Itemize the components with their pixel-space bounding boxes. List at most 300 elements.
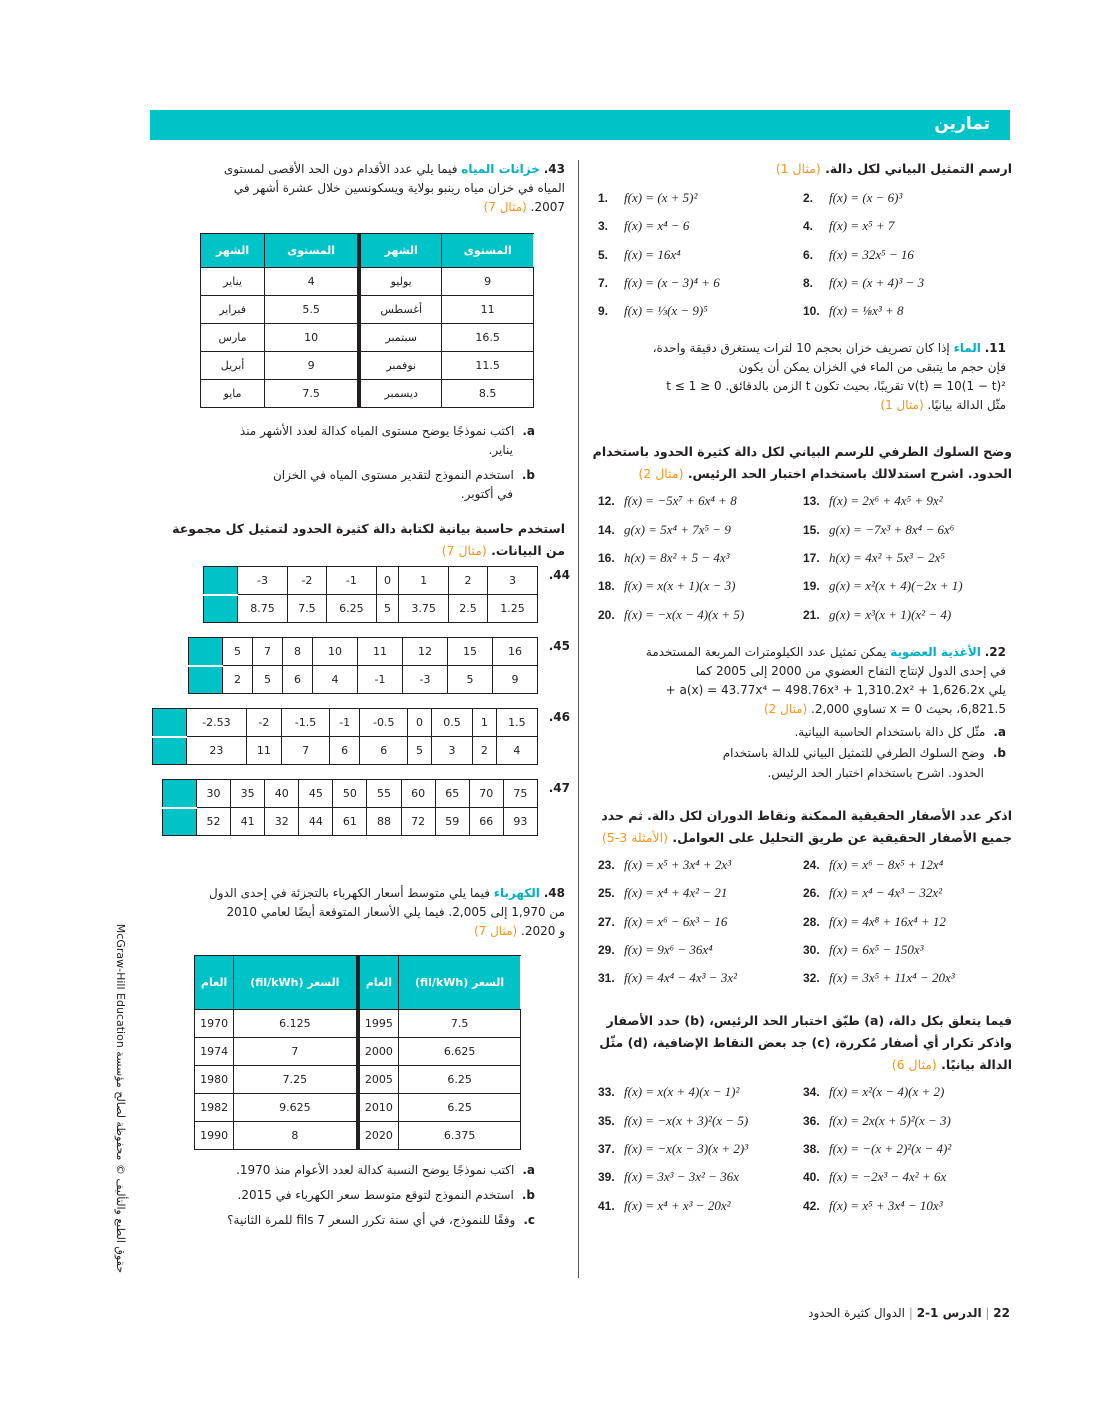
exercise-item — [598, 269, 803, 297]
table-cell: 7 — [234, 1038, 358, 1066]
exercise-number: 19. — [803, 579, 820, 594]
exercise-number: 27. — [598, 914, 615, 929]
table-cell: 9.625 — [234, 1094, 358, 1122]
exercise-number: 36. — [803, 1113, 820, 1128]
row-header — [204, 567, 238, 595]
table-cell: 8 — [234, 1122, 358, 1150]
table-cell: 6.25 — [399, 1094, 521, 1122]
table-cell: 9 — [265, 352, 359, 380]
table-cell: 65 — [435, 780, 469, 808]
s4-title: فيما يتعلق بكل دالة، (a) طبّق اختبار الحد الرئيس، (b) حدد الأصفار واذكر تكرار أي أصفار مُكررة، (c) جد بعض النقاط الإضافية، (d) مثّل الدالة بيانيًا. (مثال 6) — [599, 1013, 1012, 1073]
exercise-number: 10. — [803, 304, 820, 319]
exercise-item — [803, 544, 1013, 572]
table-cell: 0 — [408, 709, 432, 737]
exercise-item — [598, 212, 803, 240]
exercise-number: .44 — [548, 568, 570, 582]
page-number: 22 — [993, 1306, 1010, 1320]
page-footer: 22 | الدرس 1-2 | الدوال كثيرة الحدود — [808, 1306, 1010, 1320]
table-cell: 1990 — [195, 1122, 234, 1150]
exercise-formula: f(x) = 2x(x + 5)²(x − 3) — [829, 1112, 951, 1128]
table-cell: 5 — [253, 666, 283, 694]
table-cell: 1 — [473, 709, 497, 737]
exercise-number: 25. — [598, 886, 615, 901]
table-cell: 44 — [299, 808, 333, 836]
s3-title: اذكر عدد الأصفار الحقيقية الممكنة ونقاط الدوران لكل دالة. ثم حدد جميع الأصفار الحقيقية عن طريق التحليل على العوامل. (الأمثلة 3-5) — [601, 807, 1012, 845]
data-table-row — [145, 779, 570, 836]
table-cell: 35 — [231, 780, 265, 808]
exercise-item — [598, 1107, 803, 1135]
water-level-table — [200, 233, 534, 408]
table-cell: 9 — [442, 268, 534, 296]
data-table-row — [145, 708, 570, 765]
table-cell: 4 — [265, 268, 359, 296]
exercise-formula: f(x) = 4x⁴ − 4x³ − 3x² — [624, 970, 737, 986]
table-cell: 59 — [435, 808, 469, 836]
exercise-number: 9. — [598, 304, 609, 319]
table-cell: 52 — [197, 808, 231, 836]
exercise-formula: f(x) = x⁵ + 7 — [829, 218, 895, 234]
exercise-item — [598, 297, 803, 325]
exercise-number: 1. — [598, 191, 609, 205]
table-cell: -2.53 — [187, 709, 247, 737]
exercise-item — [598, 1078, 803, 1106]
table-row — [201, 324, 534, 352]
exercise-number: 14. — [598, 522, 615, 537]
table-cell: 3 — [487, 567, 537, 595]
row-header — [153, 737, 187, 765]
table-cell: 40 — [265, 780, 299, 808]
table-cell: 5 — [223, 638, 253, 666]
exercise-item — [803, 601, 1013, 629]
exercise-item — [803, 1192, 1013, 1220]
table-cell: 1 — [399, 567, 449, 595]
table-cell: 1995 — [358, 1010, 399, 1038]
exercise-formula: f(x) = −x(x − 4)(x + 5) — [624, 606, 745, 622]
question-48: 48. الكهرباء فيما يلي متوسط أسعار الكهرباء بالتجزئة في إحدى الدول من 1,970 إلى 2,005. فيما يلي الأسعار المتوقعة أيضًا لعامي 2010 و 2020. (مثال 7) — [209, 886, 565, 938]
exercise-item — [803, 212, 1013, 240]
exercise-formula: f(x) = −(x + 2)²(x − 4)² — [829, 1141, 952, 1157]
table-row — [201, 380, 534, 408]
exercise-formula: f(x) = ⅛x³ + 8 — [829, 303, 904, 319]
exercise-formula: h(x) = 4x² + 5x³ − 2x⁵ — [829, 550, 945, 566]
exercise-item — [598, 241, 803, 269]
table-cell: 8.75 — [238, 595, 288, 623]
column-header: المستوى — [442, 234, 534, 268]
header-row — [201, 234, 534, 268]
exercise-formula: f(x) = (x + 4)³ − 3 — [829, 274, 925, 290]
exercise-item — [598, 601, 803, 629]
exercise-formula: f(x) = x(x + 4)(x − 1)² — [624, 1084, 740, 1100]
exercise-formula: g(x) = x²(x + 4)(−2x + 1) — [829, 578, 963, 594]
row-header — [153, 709, 187, 737]
table-cell: 0 — [376, 567, 398, 595]
lesson-label: الدرس 1-2 — [916, 1306, 982, 1320]
exercise-formula: f(x) = x⁴ + x³ − 20x² — [624, 1197, 731, 1213]
exercise-number: 26. — [803, 886, 820, 901]
exercise-item — [803, 241, 1013, 269]
data-tables — [145, 566, 570, 850]
table-cell: 7.5 — [399, 1010, 521, 1038]
exercise-number: 35. — [598, 1113, 615, 1128]
table-cell: 55 — [367, 780, 401, 808]
table-cell: نوفمبر — [359, 352, 442, 380]
exercise-number: 16. — [598, 551, 615, 566]
row-header — [163, 780, 197, 808]
s2-title: وضح السلوك الطرفي للرسم البياني لكل دالة كثيرة الحدود باستخدام الحدود. اشرح استدلالك باستخدام اختبار الحد الرئيس. (مثال 2) — [592, 444, 1012, 482]
exercise-formula: g(x) = −7x³ + 8x⁴ − 6x⁶ — [829, 521, 955, 537]
column-header: العام — [195, 956, 234, 1010]
exercise-formula: f(x) = (x + 5)² — [624, 190, 698, 205]
row-header — [189, 666, 223, 694]
table-cell: -2 — [246, 709, 281, 737]
table-cell: سبتمبر — [359, 324, 442, 352]
exercise-formula: f(x) = x²(x − 4)(x + 2) — [829, 1084, 945, 1100]
column-divider — [578, 160, 579, 1278]
exercise-item — [803, 1163, 1013, 1191]
table-cell: 41 — [231, 808, 265, 836]
exercise-formula: g(x) = x³(x + 1)(x² − 4) — [829, 606, 952, 622]
table-cell: 5 — [448, 666, 493, 694]
exercise-number: 33. — [598, 1085, 615, 1100]
exercise-formula: f(x) = −2x³ − 4x² + 6x — [829, 1169, 947, 1185]
table-cell: فبراير — [201, 296, 265, 324]
copyright-side-text: حقوق الطبع والتأليف © محفوظة لصالح مؤسسة McGraw-Hill Education — [114, 923, 127, 1273]
exercise-formula: f(x) = 2x⁶ + 4x⁵ + 9x² — [829, 493, 943, 509]
question-43: 43. خزانات المياه فيما يلي عدد الأقدام دون الحد الأقصى لمستوى المياه في خزان مياه رينبو بولاية ويسكونسين خلال عشرة أشهر في 2007. (مثال 7) — [223, 162, 565, 214]
table-cell: 7 — [253, 638, 283, 666]
exercise-formula: f(x) = x⁴ − 4x³ − 32x² — [829, 885, 942, 901]
table-cell: 6 — [360, 737, 408, 765]
exercise-number: .47 — [548, 781, 570, 795]
table-cell: 10 — [313, 638, 358, 666]
table-cell: 60 — [401, 780, 435, 808]
exercise-item — [598, 851, 803, 879]
exercise-number: 42. — [803, 1198, 820, 1213]
table-row — [195, 1066, 521, 1094]
exercise-item — [803, 184, 1013, 212]
table-cell: 2020 — [358, 1122, 399, 1150]
table-cell: 6.25 — [326, 595, 376, 623]
column-header: الشهر — [359, 234, 442, 268]
table-cell: 2010 — [358, 1094, 399, 1122]
exercise-formula: f(x) = x⁶ − 6x³ − 16 — [624, 913, 728, 929]
table-cell: 4 — [496, 737, 537, 765]
row-header — [189, 638, 223, 666]
exercise-item — [598, 1192, 803, 1220]
table-cell: 11.5 — [442, 352, 534, 380]
table-cell: 93 — [503, 808, 537, 836]
table-cell: 8.5 — [442, 380, 534, 408]
exercise-formula: f(x) = 9x⁶ − 36x⁴ — [624, 941, 713, 957]
table-cell: 3.75 — [399, 595, 449, 623]
exercise-formula: f(x) = 4x⁸ + 16x⁴ + 12 — [829, 913, 946, 929]
table-cell: -2 — [288, 567, 327, 595]
table-row — [163, 780, 538, 808]
exercise-number: 7. — [598, 275, 609, 290]
table-row — [195, 1010, 521, 1038]
function-list-23-32 — [598, 851, 1012, 992]
table-cell: 32 — [265, 808, 299, 836]
data-table-row — [145, 566, 570, 623]
table-cell: 7.25 — [234, 1066, 358, 1094]
data-table-45 — [188, 637, 538, 694]
question-43-parts: a.اكتب نموذجًا يوضح مستوى المياه كدالة لعدد الأشهر منذ يناير. b.استخدم النموذج لتقدير مستوى المياه في الخزان في أكتوبر. — [239, 424, 535, 501]
s5-title: استخدم حاسبة بيانية لكتابة دالة كثيرة الحدود لتمثيل كل مجموعة من البيانات. (مثال 7) — [172, 521, 565, 558]
exercise-formula: f(x) = ⅓(x − 9)⁵ — [624, 303, 708, 319]
table-cell: 11 — [442, 296, 534, 324]
exercise-number: 41. — [598, 1198, 615, 1213]
table-cell: 7.5 — [288, 595, 327, 623]
table-cell: 0.5 — [431, 709, 472, 737]
exercise-number: .46 — [548, 710, 570, 724]
table-cell: -3 — [238, 567, 288, 595]
exercise-item — [598, 516, 803, 544]
table-cell: يوليو — [359, 268, 442, 296]
table-cell: 12 — [403, 638, 448, 666]
table-cell: 1980 — [195, 1066, 234, 1094]
exercise-number: 28. — [803, 914, 820, 929]
table-cell: 2000 — [358, 1038, 399, 1066]
data-table-44 — [203, 566, 538, 623]
column-header: العام — [358, 956, 399, 1010]
table-cell: 16 — [493, 638, 538, 666]
data-table-46 — [152, 708, 538, 765]
table-cell: 23 — [187, 737, 247, 765]
exercise-number: 24. — [803, 857, 820, 872]
exercise-formula: f(x) = x⁴ + 4x² − 21 — [624, 885, 728, 901]
exercise-item — [803, 1107, 1013, 1135]
exercise-item — [803, 572, 1013, 600]
table-cell: 50 — [333, 780, 367, 808]
exercise-item — [803, 908, 1013, 936]
exercise-number: 12. — [598, 494, 615, 509]
table-row — [153, 709, 538, 737]
table-row — [201, 296, 534, 324]
table-cell: 45 — [299, 780, 333, 808]
table-row — [189, 638, 538, 666]
exercise-formula: f(x) = x⁵ + 3x⁴ + 2x³ — [624, 856, 732, 872]
exercise-item — [803, 964, 1013, 992]
exercise-number: 5. — [598, 247, 609, 262]
exercise-item — [803, 297, 1013, 325]
table-cell: 5 — [376, 595, 398, 623]
exercise-number: 8. — [803, 275, 814, 290]
table-row — [204, 595, 538, 623]
table-cell: 1.5 — [496, 709, 537, 737]
exercise-formula: g(x) = 5x⁴ + 7x⁵ − 9 — [624, 521, 731, 537]
table-cell: 7 — [282, 737, 330, 765]
column-header: الشهر — [201, 234, 265, 268]
row-header — [204, 595, 238, 623]
table-cell: -1.5 — [282, 709, 330, 737]
table-cell: 6.375 — [399, 1122, 521, 1150]
table-cell: -0.5 — [360, 709, 408, 737]
exercise-item — [598, 544, 803, 572]
function-list-12-21 — [598, 487, 1012, 628]
table-row — [195, 1094, 521, 1122]
exercise-item — [598, 487, 803, 515]
column-header: السعر (fil/kWh) — [399, 956, 521, 1010]
function-list-1-10 — [598, 184, 1012, 325]
exercise-formula: f(x) = −x(x + 3)²(x − 5) — [624, 1112, 749, 1128]
table-cell: 30 — [197, 780, 231, 808]
table-cell: 9 — [493, 666, 538, 694]
table-cell: 2005 — [358, 1066, 399, 1094]
exercise-number: 4. — [803, 219, 814, 234]
table-cell: أغسطس — [359, 296, 442, 324]
table-cell: 88 — [367, 808, 401, 836]
data-table-row — [145, 637, 570, 694]
table-row — [201, 352, 534, 380]
exercise-item — [598, 936, 803, 964]
exercise-item — [598, 1163, 803, 1191]
table-cell: -1 — [326, 567, 376, 595]
exercise-number: 29. — [598, 942, 615, 957]
table-cell: 16.5 — [442, 324, 534, 352]
exercise-number: 21. — [803, 607, 820, 622]
function-list-33-42 — [598, 1078, 1012, 1219]
table-cell: 2 — [473, 737, 497, 765]
exercise-formula: f(x) = x⁴ − 6 — [624, 218, 690, 234]
exercise-formula: f(x) = 32x⁵ − 16 — [829, 246, 914, 262]
table-cell: 1974 — [195, 1038, 234, 1066]
section-header-bar — [150, 110, 1010, 140]
table-row — [195, 1038, 521, 1066]
exercise-item — [803, 1078, 1013, 1106]
exercise-number: 20. — [598, 607, 615, 622]
table-row — [153, 737, 538, 765]
exercise-number: 34. — [803, 1085, 820, 1100]
exercise-number: 18. — [598, 579, 615, 594]
exercise-number: 13. — [803, 494, 820, 509]
exercise-item — [803, 1135, 1013, 1163]
table-row — [163, 808, 538, 836]
table-cell: 5.5 — [265, 296, 359, 324]
exercise-number: 39. — [598, 1170, 615, 1185]
data-table-47 — [162, 779, 538, 836]
table-cell: أبريل — [201, 352, 265, 380]
exercise-number: 15. — [803, 522, 820, 537]
table-cell: 10 — [265, 324, 359, 352]
question-22: 22. الأغذية العضوية يمكن تمثيل عدد الكيلومترات المربعة المستخدمة في إحدى الدول لإنتاج التفاح العضوي من 2000 إلى 2005 كما يلي a(x) = 43.77x⁴ − 498.76x³ + 1,310.2x² + 1,626.2x + 6,821.5، بحيث x = 0 تساوي 2,000. (مثال 2) a.مثّل كل دالة باستخدام الحاسبة البيانية. b.وضح السلوك الطرفي للتمثيل البياني للدالة باستخدام الحدود. اشرح باستخدام اختبار الحد الرئيس. — [645, 644, 1006, 780]
exercise-number: 40. — [803, 1170, 820, 1185]
left-column — [145, 160, 570, 1233]
table-row — [189, 666, 538, 694]
exercise-item — [803, 516, 1013, 544]
table-cell: 1970 — [195, 1010, 234, 1038]
exercise-formula: f(x) = 16x⁴ — [624, 246, 681, 262]
table-cell: مايو — [201, 380, 265, 408]
exercise-number: 32. — [803, 971, 820, 986]
table-cell: -1 — [330, 709, 360, 737]
table-cell: مارس — [201, 324, 265, 352]
exercise-item — [598, 964, 803, 992]
exercise-number: 37. — [598, 1142, 615, 1157]
exercise-item — [598, 908, 803, 936]
exercise-number: 17. — [803, 551, 820, 566]
table-cell: 75 — [503, 780, 537, 808]
exercise-item — [598, 879, 803, 907]
exercise-number: .45 — [548, 639, 570, 653]
table-cell: 6 — [330, 737, 360, 765]
exercise-formula: f(x) = x⁵ + 3x⁴ − 10x³ — [829, 1197, 943, 1213]
table-cell: 2.5 — [449, 595, 488, 623]
table-cell: 5 — [408, 737, 432, 765]
exercise-formula: f(x) = (x − 6)³ — [829, 190, 903, 205]
exercise-number: 30. — [803, 942, 820, 957]
exercise-number: 3. — [598, 219, 609, 234]
table-row — [201, 268, 534, 296]
exercise-formula: f(x) = 3x⁵ + 11x⁴ − 20x³ — [829, 970, 955, 986]
table-cell: 6.625 — [399, 1038, 521, 1066]
exercise-formula: h(x) = 8x² + 5 − 4x³ — [624, 550, 730, 566]
table-cell: 6.25 — [399, 1066, 521, 1094]
table-cell: 61 — [333, 808, 367, 836]
table-cell: 70 — [469, 780, 503, 808]
table-cell: 6.125 — [234, 1010, 358, 1038]
exercise-item — [803, 936, 1013, 964]
exercise-number: 23. — [598, 857, 615, 872]
exercise-formula: f(x) = 3x³ − 3x² − 36x — [624, 1169, 739, 1185]
exercise-formula: f(x) = (x − 3)⁴ + 6 — [624, 274, 720, 290]
table-cell: -3 — [403, 666, 448, 694]
s1-title: ارسم التمثيل البياني لكل دالة. (مثال 1) — [775, 161, 1012, 176]
exercise-number: 2. — [803, 191, 814, 205]
table-cell: 2 — [223, 666, 253, 694]
table-cell: ديسمبر — [359, 380, 442, 408]
table-cell: 3 — [431, 737, 472, 765]
right-column — [590, 158, 1012, 1220]
exercise-item — [803, 269, 1013, 297]
table-cell: 6 — [283, 666, 313, 694]
table-cell: 1982 — [195, 1094, 234, 1122]
table-cell: 11 — [246, 737, 281, 765]
section-title: تمارين — [934, 114, 990, 134]
exercise-item — [598, 184, 803, 212]
electricity-price-table — [194, 955, 521, 1150]
exercise-formula: f(x) = −x(x − 3)(x + 2)³ — [624, 1141, 749, 1157]
table-cell: 4 — [313, 666, 358, 694]
table-cell: -1 — [358, 666, 403, 694]
row-header — [163, 808, 197, 836]
table-cell: 2 — [449, 567, 488, 595]
exercise-number: 6. — [803, 247, 814, 262]
table-cell: يناير — [201, 268, 265, 296]
header-row — [195, 956, 521, 1010]
table-cell: 1.25 — [487, 595, 537, 623]
exercise-formula: f(x) = x(x + 1)(x − 3) — [624, 578, 736, 594]
lesson-topic: الدوال كثيرة الحدود — [808, 1306, 905, 1320]
exercise-formula: f(x) = −5x⁷ + 6x⁴ + 8 — [624, 493, 737, 509]
exercise-item — [598, 1135, 803, 1163]
exercise-item — [803, 487, 1013, 515]
exercise-item — [598, 572, 803, 600]
question-48-parts: a.اكتب نموذجًا يوضح النسبة كدالة لعدد الأعوام منذ 1970. b.استخدم النموذج لتوقع متوسط سعر الكهرباء في 2015. c.وفقًا للنموذج، في أي سنة تكرر السعر 7 fils للمرة الثانية؟ — [227, 1163, 535, 1227]
exercise-number: 38. — [803, 1142, 820, 1157]
exercise-number: 31. — [598, 971, 615, 986]
question-11: 11. الماء إذا كان تصريف خزان بحجم 10 لترات يستغرق دقيقة واحدة، فإن حجم ما يتبقى من الماء في الخزان يمكن أن يكون v(t) = 10(1 − t)² تقريبًا، بحيث تكون t الزمن بالدقائق. 0 ≤ t ≤ 1 مثّل الدالة بيانيًا. (مثال 1) — [652, 341, 1006, 413]
table-row — [204, 567, 538, 595]
table-cell: 8 — [283, 638, 313, 666]
exercise-item — [803, 851, 1013, 879]
exercise-formula: f(x) = 6x⁵ − 150x³ — [829, 941, 924, 957]
table-cell: 66 — [469, 808, 503, 836]
table-cell: 7.5 — [265, 380, 359, 408]
column-header: المستوى — [265, 234, 359, 268]
table-cell: 72 — [401, 808, 435, 836]
table-cell: 15 — [448, 638, 493, 666]
table-row — [195, 1122, 521, 1150]
